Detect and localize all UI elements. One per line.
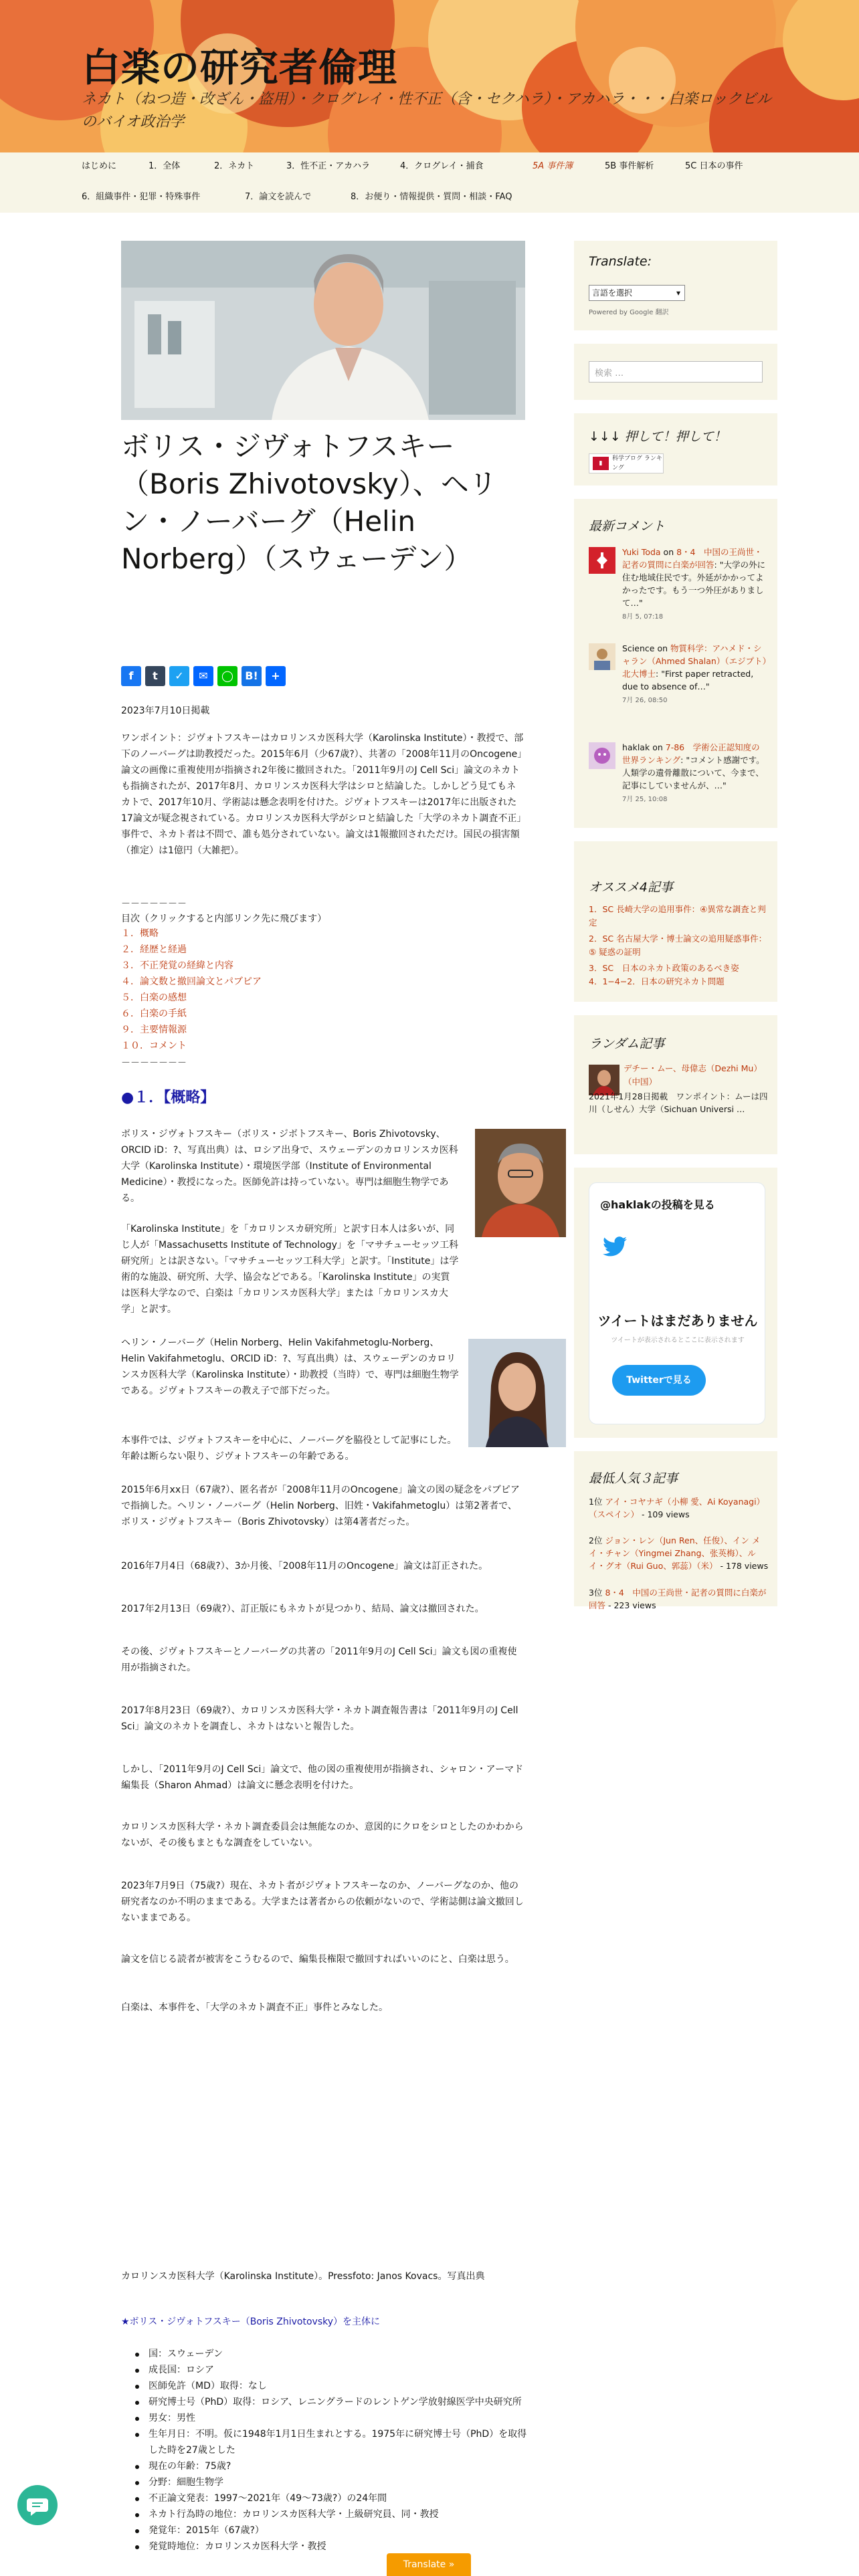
nav-item-japan-cases[interactable]: 5C 日本の事件 [685, 161, 743, 171]
site-header [0, 0, 859, 152]
recommended-link-4[interactable]: 4．1−4−2．日本の研究ネカト問題 [589, 976, 725, 986]
comment-post-link[interactable]: 物質科学：アハメド・シャラン（Ahmed Shalan）（エジプト）北大博士 [622, 643, 767, 679]
section-heading-summary: ●１．【概略】 [121, 1089, 215, 1106]
random-post-excerpt: 2021年1月28日掲載 ワンポイント：ムーは四川（しせん）大学（Sichuan Universi … [589, 1091, 768, 1114]
comment-post-link[interactable]: 8・4 中国の王尚世・記者の質問に白楽が回答 [622, 547, 763, 570]
post-date: 2023年7月10日掲載 [121, 706, 210, 716]
main-navigation [0, 152, 859, 213]
recent-comment-2: Science on 物質科学：アハメド・シャラン（Ahmed Shalan）（エジプト）北大博士: "First paper retracted, due to absence of…" 7月 26, 08:50 [622, 643, 767, 704]
recommended-title: オススメ4記事 [589, 880, 673, 895]
comment-author: Science [622, 643, 655, 653]
search-input[interactable]: 検索 … [589, 361, 763, 383]
featured-image [121, 241, 525, 420]
list-item: 医師免許（MD）取得：なし [149, 2378, 530, 2394]
nav-item-case-analysis[interactable]: 5B 事件解析 [605, 161, 654, 171]
nav-item-overview[interactable]: 1．全体 [149, 161, 181, 171]
comment-post-link[interactable]: 7-86 学術公正認知度の世界ランキング [622, 742, 760, 765]
popular-item-3: 3位 8・4 中国の王尚世・記者の質問に白楽が回答 - 223 views [589, 1588, 767, 1610]
twitter-bird-icon [603, 1237, 627, 1257]
random-post-link[interactable]: デチー・ムー、母偉志（Dezhi Mu）（中国） [624, 1063, 762, 1087]
image-caption: カロリンスカ医科大学（Karolinska Institute）。Pressfoto: Janos Kovacs。写真出典 [121, 2271, 485, 2282]
popular-item-1: 1位 アイ・コヤナギ（小柳 愛、Ai Koyanagi）（スペイン） - 109 views [589, 1497, 765, 1519]
share-more-icon[interactable]: + [266, 666, 286, 686]
popular-link[interactable]: ジョン・レン（Jun Ren、任俊）、イン メイ・チャン（Yingmei Zhang、张英梅）、ルイ・グオ（Rui Guo、郭蕊）（米） [589, 1535, 761, 1571]
paragraph-karolinska-translation: 「Karolinska Institute」を「カロリンスカ研究所」と訳す日本人は多いが、同じ人が「Massachusetts Institute of Technology」を「マサチューセッツ工科研究所」とは訳さない。「マサチューセッツ工科大学」と訳す。「Institute」は学術的な施設、研究所、大学、協会などである。「Karolinska Institute」の実質は医科大学なので、白楽は「カロリンスカ医科大学」または「カロリンスカ大学」と訳す。 [121, 1224, 459, 1315]
list-item: 成長国：ロシア [149, 2362, 530, 2378]
comment-author: haklak [622, 742, 650, 752]
zhivotovsky-photo [475, 1129, 566, 1237]
paragraph-committee-incompetence: カロリンスカ医科大学・ネカト調査委員会は無能なのか、意図的にクロをシロとしたのかわからないが、その後もまともな調査をしていない。 [121, 1822, 524, 1848]
toc-item-papers[interactable]: ４．論文数と撤回論文とパブピア [121, 976, 262, 987]
paragraph-2023-status: 2023年7月9日（75歳?）現在、ネカト者がジヴォトフスキーなのか、ノーバーグなのか、他の研究者なのか不明のままである。大学または著者からの依頼がないので、学術誌側は論文撤回しないままである。 [121, 1881, 524, 1923]
twitter-share-icon[interactable]: ✓ [169, 666, 189, 686]
list-item: 男女：男性 [149, 2410, 530, 2426]
recommended-link-2[interactable]: 2．SC 名古屋大学・博士論文の追用疑惑事件：⑤ 疑惑の証明 [589, 934, 767, 957]
separator-bottom: －－－－－－－ [121, 1058, 187, 1069]
toc-title: 目次（クリックすると内部リンク先に飛びます） [121, 914, 327, 924]
list-item: 国：スウェーデン [149, 2346, 530, 2362]
avatar [589, 643, 615, 670]
chat-button[interactable] [17, 2485, 58, 2525]
toc-item-impressions[interactable]: ５．白楽の感想 [121, 992, 187, 1003]
nav-item-fabrication[interactable]: 2．ネカト [214, 161, 255, 171]
paragraph-editor-opinion: 論文を信じる読者が被害をこうむるので、編集長権限で撤回すればいいのにと、白楽は思う。 [121, 1954, 514, 1965]
site-title[interactable]: 白楽の研究者倫理 [82, 45, 398, 90]
nav-item-sexual-misconduct[interactable]: 3．性不正・アカハラ [286, 161, 371, 171]
nav-item-organizational[interactable]: 6．組織事件・犯罪・特殊事件 [82, 192, 201, 202]
chat-bubble-icon [17, 2485, 58, 2525]
paragraph-2017-retraction: 2017年2月13日（69歳?）、訂正版にもネカトが見つかり、結局、論文は撤回された。 [121, 1604, 484, 1614]
hatena-share-icon[interactable]: B! [242, 666, 262, 686]
toc-item-summary[interactable]: １．概略 [121, 928, 159, 939]
paragraph-jcellsci-duplication: その後、ジヴォトフスキーとノーバーグの共著の「2011年9月のJ Cell Sci」論文も図の重複使用が指摘された。 [121, 1646, 517, 1673]
profile-heading: ★ボリス・ジヴォトフスキー（Boris Zhivotovsky）を主体に [121, 2317, 381, 2327]
comment-author[interactable]: Yuki Toda [622, 547, 661, 557]
facebook-share-icon[interactable]: f [121, 666, 141, 686]
summary-paragraph: ワンポイント：ジヴォトフスキーはカロリンスカ医科大学（Karolinska Institute）・教授で、部下のノーバーグは助教授だった。2015年6月（少67歳?）、共著の「2008年11月のOncogene」論文の画像に重複使用が指摘され2年後に撤回された。「2011年9月のJ Cell Sci」論文のネカトも指摘されたが、2017年8月、カロリンスカ医科大学はシロと結論した。しかしどう見てもネカトで、2017年10月、学術誌は懸念表明を付けた。ジヴォトフスキーは2017年に出版された17論文が疑念視されている。カロリンスカ医科大学がシロと結論した「大学のネカト調査不正」事件で、ネカト者は不問で、誰も処分されていない。論文は1報撤回されただけ。国民の損害額（推定）は1億円（大雑把）。 [121, 733, 524, 856]
twitter-view-button[interactable]: Twitterで見る [612, 1365, 706, 1396]
nav-item-faq[interactable]: 8．お便り・情報提供・質問・相談・FAQ [351, 192, 512, 202]
list-item: 現在の年齢：75歳? [149, 2458, 530, 2474]
recent-comment-3: haklak on 7-86 学術公正認知度の世界ランキング: "コメント感謝です。人類学の遺骨離散について、今まで、記事にしていませんが、…" 7月 25, 10:08 [622, 742, 765, 803]
popular-title: 最低人気３記事 [589, 1471, 678, 1486]
translate-widget-title: Translate: [589, 254, 652, 269]
paragraph-2017-investigation: 2017年8月23日（69歳?）、カロリンスカ医科大学・ネカト調査報告書は「2011年9月のJ Cell Sci」論文のネカトを調査し、ネカトはないと報告した。 [121, 1705, 518, 1732]
ranking-widget-title: ↓↓↓ 押して！押して！ [589, 429, 727, 444]
post-title: ボリス・ジヴォトフスキー（Boris Zhivotovsky）、ヘリン・ノーバーグ（Helin Norberg）（スウェーデン） [121, 430, 497, 575]
twitter-timeline-card [589, 1182, 765, 1424]
recent-comments-title: 最新コメント [589, 519, 666, 534]
recommended-link-3[interactable]: 3．SC 日本のネカト政策のあるべき姿 [589, 963, 739, 973]
norberg-photo [468, 1339, 566, 1447]
list-item: ネカト行為時の地位：カロリンスカ医科大学・上級研究員、同・教授 [149, 2506, 530, 2523]
paragraph-article-focus: 本事件では、ジヴォトフスキーを中心に、ノーバーグを脇役として記事にした。年齢は断らない限り、ジヴォトフスキーの年齢である。 [121, 1435, 457, 1462]
ranking-badge[interactable]: 科学ブログ ランキング [589, 453, 664, 473]
popular-link[interactable]: アイ・コヤナギ（小柳 愛、Ai Koyanagi）（スペイン） [589, 1497, 765, 1519]
avatar [589, 742, 615, 769]
site-description: ネカト（ねつ造・改ざん・盗用）・クログレイ・性不正（含・セクハラ）・アカハラ・・・白楽ロックビルのバイオ政治学 [82, 91, 771, 130]
nav-item-clogray[interactable]: 4．クログレイ・捕食 [400, 161, 484, 171]
ranking-widget [574, 413, 777, 486]
list-item: 発覚時地位：カロリンスカ医科大学・教授 [149, 2539, 530, 2555]
line-share-icon[interactable]: ◯ [217, 666, 237, 686]
toc-item-career[interactable]: ２．経歴と経過 [121, 944, 187, 955]
ranking-flag-icon: ▮ [593, 457, 609, 470]
list-item: 発覚年：2015年（67歳?） [149, 2523, 530, 2539]
email-share-icon[interactable]: ✉ [193, 666, 213, 686]
paragraph-zhivotovsky-intro: ボリス・ジヴォトフスキー（ボリス・ジボトフスキー、Boris Zhivotovsky、ORCID iD：?、写真出典）は、ロシア出身で、スウェーデンのカロリンスカ医科大学（Karolinska Institute）・環境医学部（Institute of Environmental Medicine）・教授になった。医師免許は持っていない。専門は細胞生物学である。 [121, 1129, 458, 1204]
twitter-empty-title: ツイートはまだありません [597, 1313, 758, 1329]
toc-item-comments[interactable]: １０．コメント [121, 1041, 187, 1051]
popular-link[interactable]: 8・4 中国の王尚世・記者の質問に白楽が回答 [589, 1588, 767, 1610]
paragraph-expression-of-concern: しかし、「2011年9月のJ Cell Sci」論文で、他の図の重複使用が指摘され、シャロン・アーマド編集長（Sharon Ahmad）は論文に懸念表明を付けた。 [121, 1764, 524, 1791]
recommended-link-1[interactable]: 1．SC 長崎大学の追用事件：④異常な調査と判定 [589, 904, 766, 928]
twitter-handle[interactable]: @haklakの投稿を見る [600, 1198, 715, 1211]
language-select[interactable]: 言語を選択 ▾ [589, 285, 685, 301]
toc-item-sources[interactable]: ９．主要情報源 [121, 1025, 187, 1035]
translate-bar-button[interactable]: Translate » [387, 2553, 471, 2576]
nav-item-papers[interactable]: 7．論文を読んで [245, 192, 312, 202]
popular-item-2: 2位 ジョン・レン（Jun Ren、任俊）、イン メイ・チャン（Yingmei Zhang、张英梅）、ルイ・グオ（Rui Guo、郭蕊）（米） - 178 views [589, 1535, 769, 1571]
random-post-title: ランダム記事 [589, 1037, 665, 1051]
list-item: 生年月日：不明。仮に1948年1月1日生まれとする。1975年に研究博士号（PhD）を取得した時を27歳とした [149, 2426, 530, 2458]
toc-item-discovery[interactable]: ３．不正発覚の経緯と内容 [121, 960, 233, 971]
profile-list [149, 2346, 530, 2555]
table-of-contents [121, 926, 262, 1054]
list-item: 研究博士号（PhD）取得：ロシア、レニングラードのレントゲン学放射線医学中央研究所 [149, 2394, 530, 2410]
paragraph-norberg-intro: ヘリン・ノーバーグ（Helin Norberg、Helin Vakifahmetoglu-Norberg、Helin Vakifahmetoglu、ORCID iD：?、写真出典）は、スウェーデンのカロリンスカ医科大学（Karolinska Institute）・助教授（当時）で、専門は細胞生物学である。ジヴォトフスキーの教え子で部下だった。 [121, 1337, 459, 1396]
toc-item-letter[interactable]: ６．白楽の手紙 [121, 1008, 187, 1019]
recent-comment-1: Yuki Toda on 8・4 中国の王尚世・記者の質問に白楽が回答: "大学の外に住む地域住民です。外延がかかってよかったです。もう一つ外圧がありまして…" 8月 5, 07:18 [622, 547, 765, 621]
twitter-empty-subtitle: ツイートが表示されるとここに表示されます [611, 1337, 745, 1344]
paragraph-2016-correction: 2016年7月4日（68歳?）、3か月後、「2008年11月のOncogene」論文は訂正された。 [121, 1561, 488, 1572]
nav-item-intro[interactable]: はじめに [82, 161, 117, 171]
list-item: 不正論文発表：1997〜2021年（49〜73歳?）の24年間 [149, 2490, 530, 2506]
nav-item-case-files[interactable]: 5A 事件簿 [533, 161, 573, 171]
paragraph-2015-pubpeer: 2015年6月xx日（67歳?）、匿名者が「2008年11月のOncogene」論文の図の疑念をパブピアで指摘した。ヘリン・ノーバーグ（Helin Norberg、旧姓・Vakifahmetoglu）は第2著者で、ボリス・ジヴォトフスキー（Boris Zhivotovsky）は第4著者だった。 [121, 1485, 520, 1527]
share-buttons [121, 666, 286, 689]
separator-top: －－－－－－－ [121, 899, 187, 909]
powered-by-google[interactable]: Powered by Google 翻訳 [589, 309, 669, 316]
avatar [589, 547, 615, 574]
tumblr-share-icon[interactable]: t [145, 666, 165, 686]
list-item: 分野：細胞生物学 [149, 2474, 530, 2490]
paragraph-classification: 白楽は、本事件を、「大学のネカト調査不正」事件とみなした。 [121, 2002, 388, 2013]
